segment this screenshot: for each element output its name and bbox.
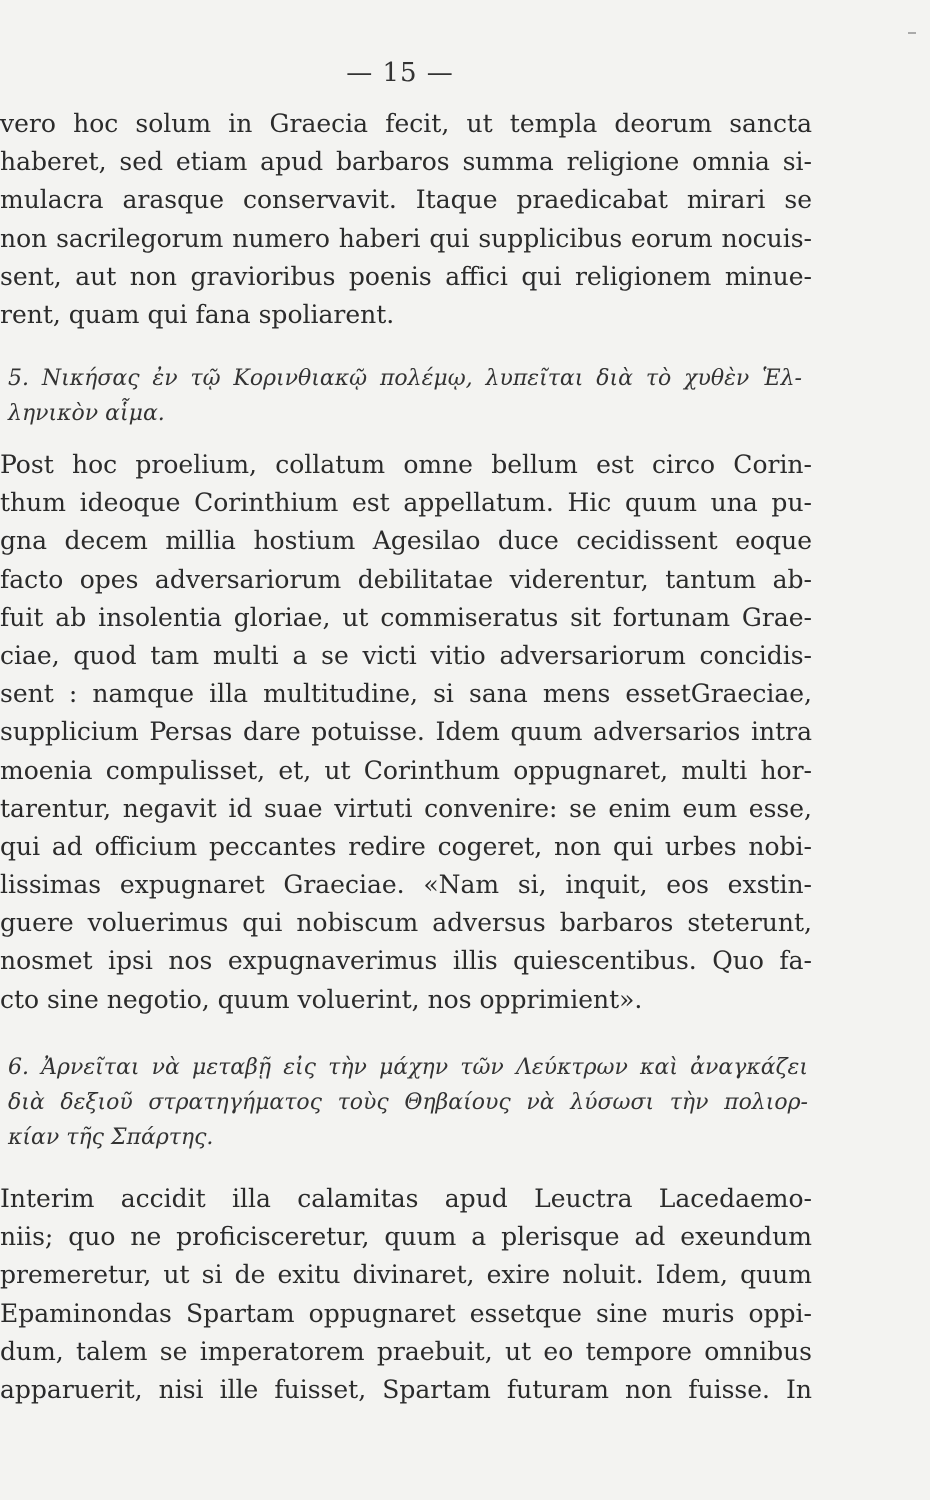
paragraph-3 [0,1180,812,1409]
text-line: sent : namque illa multitudine, si sana mens essetGraeciae, [0,679,812,709]
text-line: gna decem millia hostium Agesilao duce cecidissent eoque [0,526,812,556]
text-line: premeretur, ut si de exitu divinaret, exire noluit. Idem, quum [0,1260,812,1290]
text-line: rent, quam qui fana spoliarent. [0,299,395,329]
text-line: lissimas expugnaret Graeciae. «Nam si, inquit, eos exstin- [0,870,812,900]
text-line: haberet, sed etiam apud barbaros summa religione omnia si- [0,147,812,177]
text-line: Interim accidit illa calamitas apud Leuctra Lacedaemo- [0,1184,812,1213]
text-line: mulacra arasque conservavit. Itaque praedicabat mirari se [0,185,812,215]
text-line: qui ad officium peccantes redire cogeret, non qui urbes nobi- [0,831,812,861]
page-number: — 15 — [346,58,454,88]
text-line: Post hoc proelium, collatum omne bellum est circo Corin- [0,450,812,479]
text-line: moenia compulisset, et, ut Corinthum oppugnaret, multi hor- [0,755,812,785]
text-line: ciae, quod tam multi a se victi vitio adversariorum concidis- [0,640,812,670]
text-line: fuit ab insolentia gloriae, ut commiseratus sit fortunam Grae- [0,602,812,632]
text-line: sent, aut non gravioribus poenis affici qui religionem minue- [0,261,812,291]
text-line: dum, talem se imperatorem praebuit, ut eo tempore omnibus [0,1336,812,1366]
heading-line: ληνικὸν αἷμα. [8,401,165,426]
text-line: thum ideoque Corinthium est appellatum. Hic quum una pu- [0,488,812,518]
text-line: guere voluerimus qui nobiscum adversus barbaros steterunt, [0,908,812,938]
text-line: tarentur, negavit id suae virtuti convenire: se enim eum esse, [0,793,812,823]
text-line: supplicium Persas dare potuisse. Idem quum adversarios intra [0,717,812,747]
text-line: non sacrilegorum numero haberi qui supplicibus eorum nocuis- [0,223,812,253]
corner-mark [908,32,916,34]
section-heading-6 [8,1050,808,1155]
paragraph-1 [0,105,812,334]
text-line: facto opes adversariorum debilitatae viderentur, tantum ab- [0,564,812,594]
text-line: niis; quo ne proficisceretur, quum a plerisque ad exeundum [0,1222,812,1252]
heading-line: κίαν τῆς Σπάρτης. [8,1125,214,1150]
heading-line: διὰ δεξιοῦ στρατηγήματος τοὺς Θηβαίους νὰ λύσωσι τὴν πολιορ- [8,1090,808,1115]
paragraph-2 [0,446,812,1019]
text-line: apparuerit, nisi ille fuisset, Spartam futuram non fuisse. In [0,1374,812,1404]
text-line: cto sine negotio, quum voluerint, nos opprimient». [0,984,643,1014]
section-heading-5 [8,361,802,431]
text-line: Epaminondas Spartam oppugnaret essetque sine muris oppi- [0,1298,812,1328]
heading-line: 5. Νικήσας ἐν τῷ Κορινθιακῷ πολέμῳ, λυπεῖται διὰ τὸ χυθὲν Ἑλ- [8,366,802,391]
text-line: nosmet ipsi nos expugnaverimus illis quiescentibus. Quo fa- [0,946,812,976]
text-line: vero hoc solum in Graecia fecit, ut templa deorum sancta [0,109,812,138]
heading-line: 6. Ἀρνεῖται νὰ μεταβῇ εἰς τὴν μάχην τῶν Λεύκτρων καὶ ἀναγκάζει [8,1055,808,1080]
